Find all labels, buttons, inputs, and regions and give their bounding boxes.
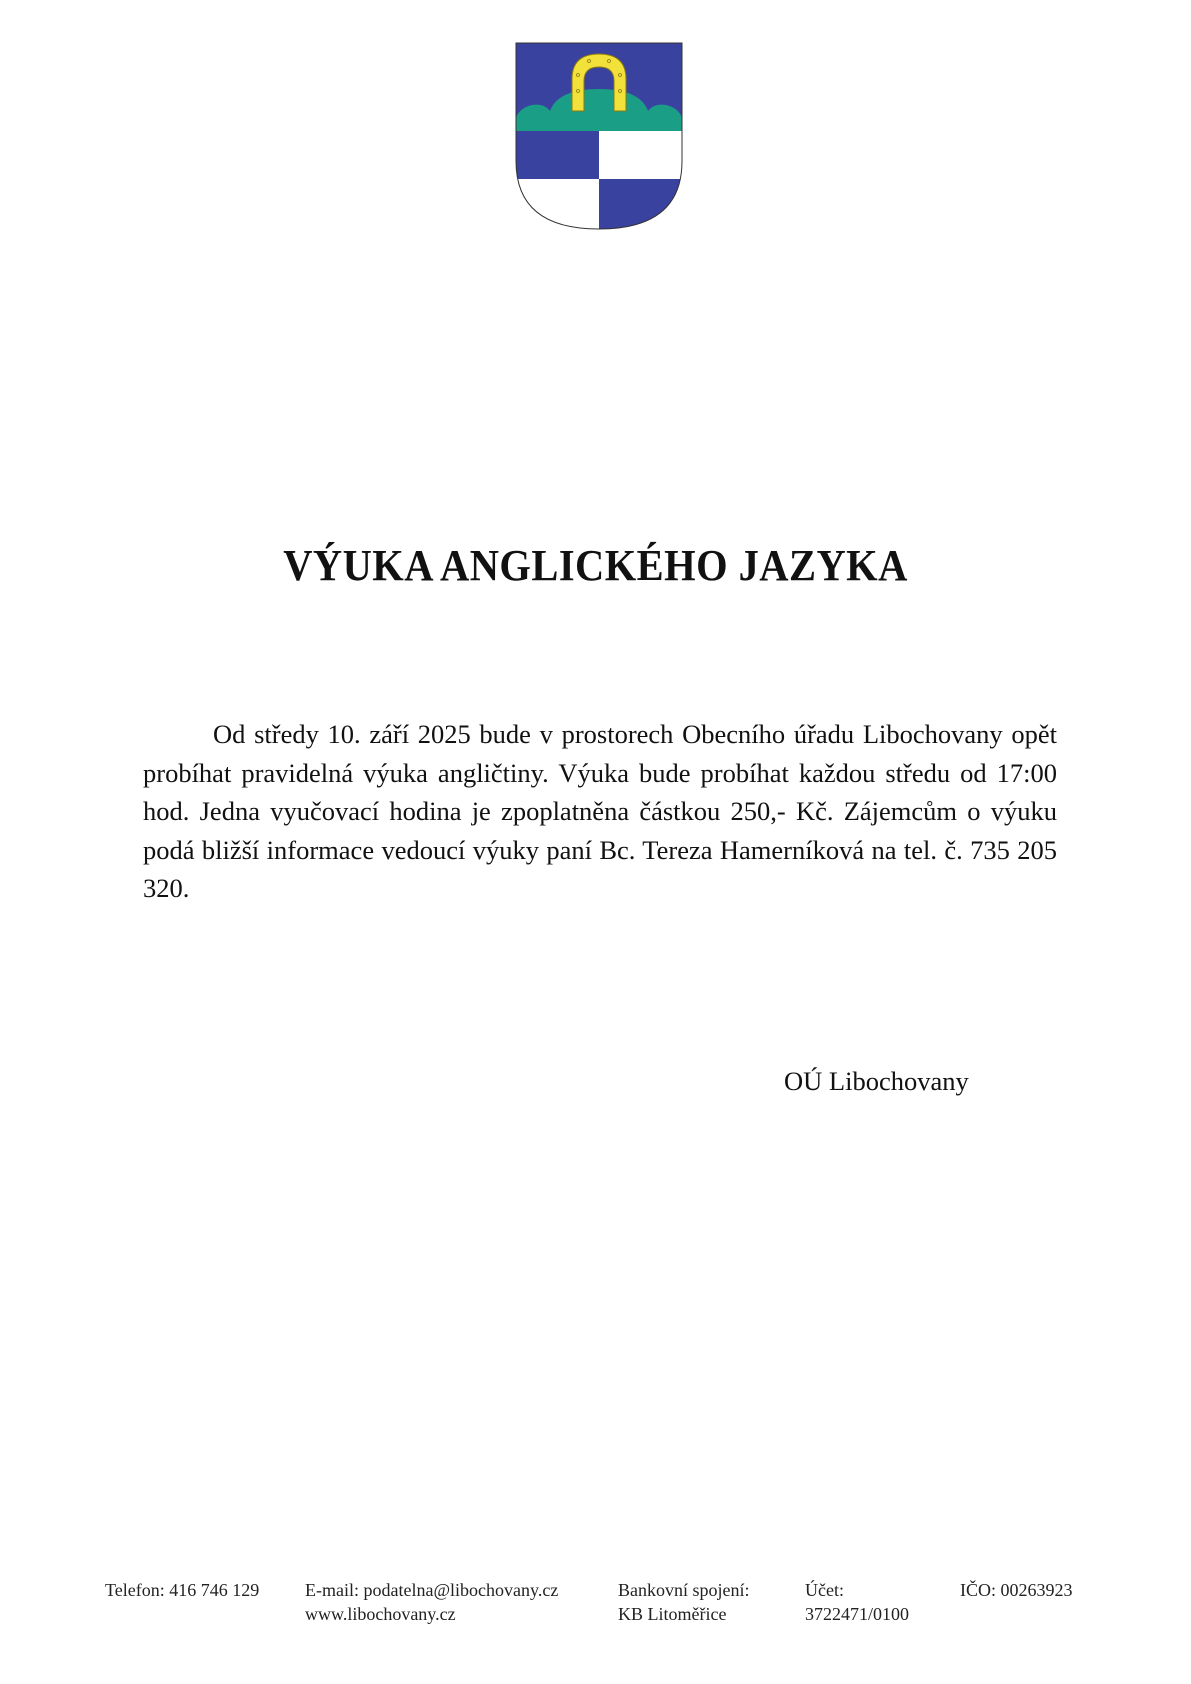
announcement-paragraph: Od středy 10. září 2025 bude v prostorech Obecního úřadu Libochovany opět probíhat pravidelná výuka angličtiny. Výuka bude probíhat každou středu od 17:00 hod. Jedna vyučovací hodina je zpoplatněna částkou 250,- Kč. Zájemcům o výuku podá bližší informace vedoucí výuky paní Bc. Tereza Hamerníková na tel. č. 735 205 320. — [143, 719, 1057, 903]
footer-phone: Telefon: 416 746 129 — [105, 1580, 260, 1600]
footer-bank-column — [618, 1578, 750, 1626]
footer-ico-column — [960, 1578, 1073, 1602]
footer-bank-name: KB Litoměřice — [618, 1604, 727, 1624]
footer-contact-column — [305, 1578, 558, 1626]
footer-email[interactable]: E-mail: podatelna@libochovany.cz — [305, 1580, 559, 1600]
footer-ico: IČO: 00263923 — [960, 1580, 1073, 1600]
coat-of-arms-logo — [514, 41, 684, 231]
footer-account-number: 3722471/0100 — [805, 1604, 910, 1624]
signature: OÚ Libochovany — [784, 1066, 969, 1096]
footer-bank-label: Bankovní spojení: — [618, 1580, 750, 1600]
footer-account-label: Účet: — [805, 1580, 844, 1600]
footer-phone-column — [105, 1578, 259, 1602]
footer-account-column — [805, 1578, 909, 1626]
footer-website[interactable]: www.libochovany.cz — [305, 1604, 456, 1624]
page-title: VÝUKA ANGLICKÉHO JAZYKA — [283, 541, 908, 590]
